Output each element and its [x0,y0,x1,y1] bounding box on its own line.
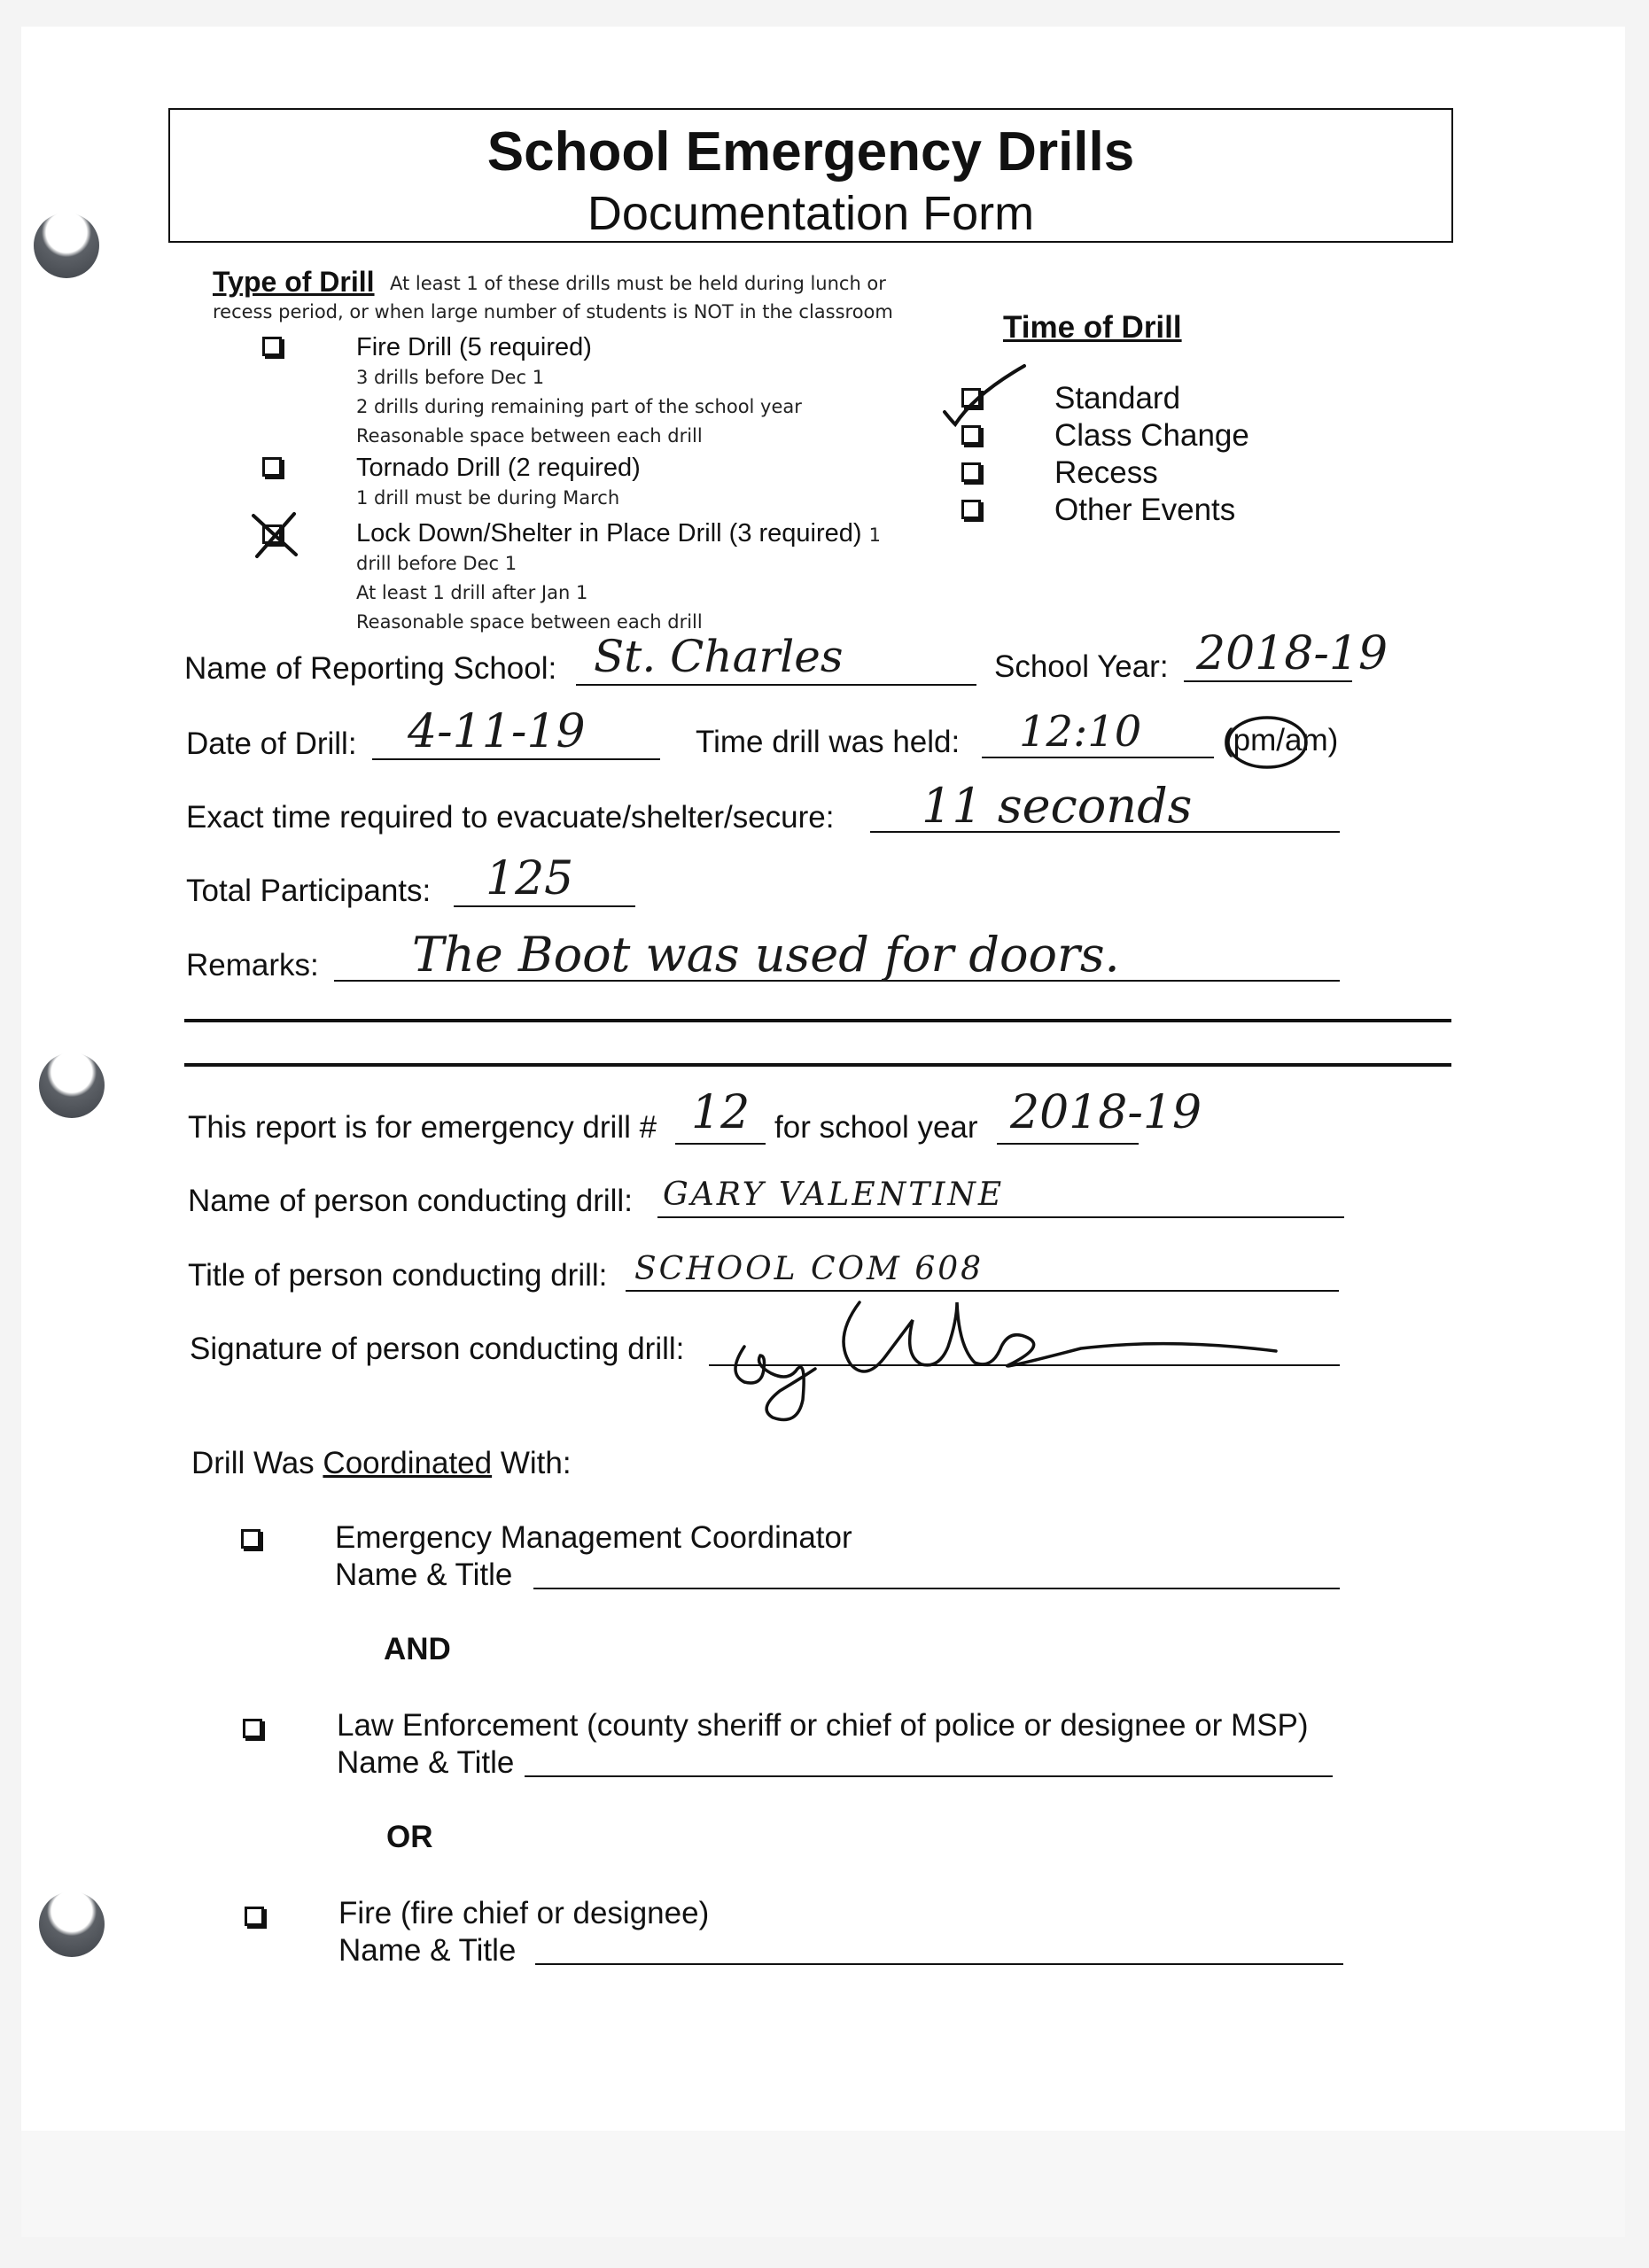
remarks-value[interactable]: The Boot was used for doors. [412,927,1120,983]
form-subtitle: Documentation Form [587,187,1035,240]
drill-number-label: This report is for emergency drill # [188,1110,657,1145]
type-of-drill-note-2: recess period, or when large number of students is NOT in the classroom [213,301,893,322]
class-change-label: Class Change [1054,418,1249,453]
emergency-mgmt-label: Emergency Management Coordinator [335,1520,852,1555]
drill-number-underline [675,1143,766,1145]
time-of-drill-heading: Time of Drill [1003,310,1182,345]
date-underline [372,758,660,760]
coordination-heading [191,1446,572,1481]
school-year-underline [1184,680,1352,682]
coordination-heading-underlined: Coordinated [323,1446,493,1480]
fire-chief-label: Fire (fire chief or designee) [338,1896,710,1930]
recess-label: Recess [1054,455,1158,490]
punch-hole-middle [39,1052,105,1118]
time-held-value[interactable]: 12:10 [1019,707,1142,757]
law-enforcement-label: Law Enforcement (county sheriff or chief of police or designee or MSP) [337,1708,1309,1743]
participants-underline [454,905,635,907]
other-events-checkbox[interactable] [961,500,981,519]
punch-hole-bottom [39,1891,105,1957]
form-title: School Emergency Drills [486,121,1135,183]
lockdown-drill-detail-3: Reasonable space between each drill [356,611,703,633]
date-label: Date of Drill: [186,726,357,761]
recess-checkbox[interactable] [961,462,981,482]
type-of-drill-heading: Type of Drill [213,266,375,298]
lockdown-check-mark [250,512,303,558]
standard-check-mark [939,359,1028,430]
fire-drill-checkbox[interactable] [262,337,282,356]
fire-drill-detail-2: 2 drills during remaining part of the school year [356,396,802,417]
emergency-mgmt-checkbox[interactable] [241,1529,261,1549]
exact-time-label: Exact time required to evacuate/shelter/secure: [186,800,835,835]
separator-line-1 [184,1019,1451,1022]
fire-chief-checkbox[interactable] [245,1907,264,1926]
fire-drill-detail-3: Reasonable space between each drill [356,425,703,447]
emergency-mgmt-name-title-underline [533,1588,1340,1589]
type-of-drill-note-1: At least 1 of these drills must be held during lunch or [390,273,886,294]
report-year-underline [997,1143,1139,1145]
or-label: OR [386,1820,433,1854]
separator-line-2 [184,1063,1451,1067]
person-name-label: Name of person conducting drill: [188,1184,633,1218]
fire-chief-name-title-underline [535,1963,1343,1965]
pm-circle-mark [1223,714,1311,773]
time-held-underline [982,757,1214,758]
and-label: AND [384,1632,451,1666]
law-enforcement-name-title-underline [525,1775,1333,1777]
class-change-checkbox[interactable] [961,425,981,445]
lockdown-drill-label-tail: 1 [868,524,882,546]
participants-label: Total Participants: [186,874,432,908]
lockdown-drill-detail-2: At least 1 drill after Jan 1 [356,582,588,603]
date-value[interactable]: 4-11-19 [408,705,586,758]
participants-value[interactable]: 125 [486,852,574,905]
coordination-heading-suffix: With: [492,1446,572,1480]
punch-hole-top [34,213,99,278]
scan-margin [21,2131,1625,2237]
law-enforcement-checkbox[interactable] [243,1719,262,1738]
emergency-mgmt-name-title-label: Name & Title [335,1557,513,1592]
lockdown-drill-detail-1: drill before Dec 1 [356,553,517,574]
person-name-underline [657,1216,1344,1218]
person-title-label: Title of person conducting drill: [188,1258,608,1293]
person-name-value[interactable]: GARY VALENTINE [663,1177,1005,1213]
remarks-label: Remarks: [186,948,319,983]
lockdown-drill-label [356,519,881,548]
other-events-label: Other Events [1054,493,1236,527]
school-underline [576,684,976,686]
ampm-label: (pm/am) [1223,723,1339,757]
fire-chief-name-title-label: Name & Title [338,1933,517,1968]
fire-drill-label: Fire Drill (5 required) [356,333,592,361]
person-title-value[interactable]: SCHOOL COM 608 [634,1251,984,1287]
tornado-drill-detail-1: 1 drill must be during March [356,487,620,509]
tornado-drill-label: Tornado Drill (2 required) [356,454,641,482]
signature-label: Signature of person conducting drill: [190,1332,685,1366]
school-value[interactable]: St. Charles [594,631,844,682]
school-label: Name of Reporting School: [184,651,557,686]
coordination-heading-prefix: Drill Was [191,1446,323,1480]
law-enforcement-name-title-label: Name & Title [337,1745,515,1780]
fire-drill-detail-1: 3 drills before Dec 1 [356,367,545,388]
standard-label: Standard [1054,381,1181,416]
signature-drawing[interactable] [709,1285,1294,1426]
school-year-label: School Year: [994,649,1169,684]
report-year-label: for school year [774,1110,978,1145]
report-year-value[interactable]: 2018-19 [1010,1086,1202,1139]
lockdown-drill-label-text: Lock Down/Shelter in Place Drill (3 required) [356,519,862,548]
tornado-drill-checkbox[interactable] [262,457,282,477]
school-year-value[interactable]: 2018-19 [1196,627,1388,680]
time-held-label: Time drill was held: [696,725,961,759]
form-header [168,108,1453,243]
drill-number-value[interactable]: 12 [691,1086,751,1139]
exact-time-value[interactable]: 11 seconds [922,778,1193,834]
